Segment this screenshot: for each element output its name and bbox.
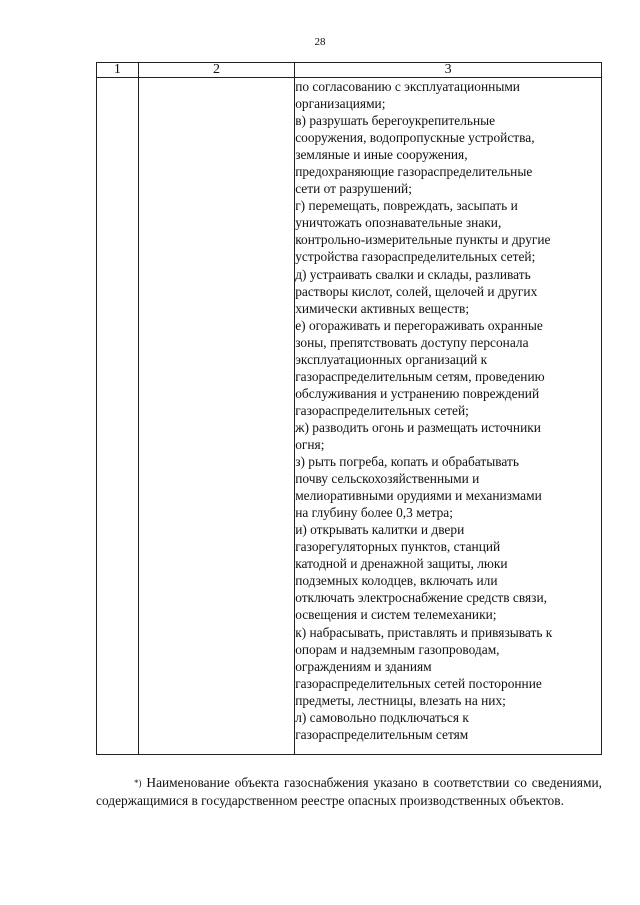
- cell-col3: [295, 78, 602, 755]
- text-line: химически активных веществ;: [295, 300, 470, 316]
- text-line: газорегуляторных пунктов, станций: [295, 539, 501, 555]
- text-line: газораспределительным сетям, проведению: [295, 368, 545, 384]
- text-line: уничтожать опознавательные знаки,: [295, 215, 502, 231]
- requirements-table: [96, 62, 602, 755]
- page-number: 28: [314, 36, 326, 48]
- footnote-marker: *): [134, 778, 142, 788]
- text-line: организациями;: [295, 96, 386, 112]
- column-header-3: 3: [295, 63, 602, 78]
- column-header-2: 2: [138, 63, 294, 78]
- text-line: контрольно-измерительные пункты и другие: [295, 232, 551, 248]
- text-line: подземных колодцев, включать или: [295, 573, 498, 589]
- text-line: обслуживания и устранению повреждений: [295, 385, 540, 401]
- cell-col2: [138, 78, 294, 755]
- text-line: е) огораживать и перегораживать охранные: [295, 317, 543, 333]
- text-line: мелиоративными орудиями и механизмами: [295, 488, 542, 504]
- text-line: огня;: [295, 436, 325, 452]
- text-line: эксплуатационных организаций к: [295, 351, 488, 367]
- table-header-row: [97, 63, 602, 78]
- text-line: сети от разрушений;: [295, 181, 412, 197]
- text-line: предметы, лестницы, влезать на них;: [295, 692, 506, 708]
- column-header-1: 1: [97, 63, 139, 78]
- cell-col1: [97, 78, 139, 755]
- text-line: земляные и иные сооружения,: [295, 147, 468, 163]
- text-line: з) рыть погреба, копать и обрабатывать: [295, 454, 519, 470]
- text-line: почву сельскохозяйственными и: [295, 471, 480, 487]
- text-line: газораспределительных сетей посторонние: [295, 675, 542, 691]
- text-line: ж) разводить огонь и размещать источники: [295, 419, 541, 435]
- text-line: ограждениям и зданиям: [295, 658, 432, 674]
- text-line: и) открывать калитки и двери: [295, 522, 465, 538]
- text-line: г) перемещать, повреждать, засыпать и: [295, 198, 518, 214]
- footnote-text: Наименование объекта газоснабжения указано в соответствии со сведениями, содержащимися в государственном реестре опасных производственных объектов.: [96, 775, 602, 808]
- text-line: к) набрасывать, приставлять и привязывать к: [295, 624, 553, 640]
- text-line: предохраняющие газораспределительные: [295, 164, 533, 180]
- text-line: в) разрушать берегоукрепительные: [295, 113, 496, 129]
- text-line: катодной и дренажной защиты, люки: [295, 556, 508, 572]
- text-line: газораспределительным сетям: [295, 726, 469, 742]
- text-line: сооружения, водопропускные устройства,: [295, 130, 535, 146]
- table-row: [97, 78, 602, 755]
- text-line: освещения и систем телемеханики;: [295, 607, 497, 623]
- text-line: устройства газораспределительных сетей;: [295, 249, 536, 265]
- text-line: л) самовольно подключаться к: [295, 709, 469, 725]
- text-line: растворы кислот, солей, щелочей и других: [295, 283, 538, 299]
- text-line: по согласованию с эксплуатационными: [295, 79, 520, 94]
- text-line: отключать электроснабжение средств связи,: [295, 590, 547, 606]
- text-line: на глубину более 0,3 метра;: [295, 505, 453, 521]
- text-line: газораспределительных сетей;: [295, 402, 469, 418]
- text-line: д) устраивать свалки и склады, разливать: [295, 266, 531, 282]
- text-line: зоны, препятствовать доступу персонала: [295, 334, 529, 350]
- text-line: опорам и надземным газопроводам,: [295, 641, 500, 657]
- footnote: [96, 774, 602, 810]
